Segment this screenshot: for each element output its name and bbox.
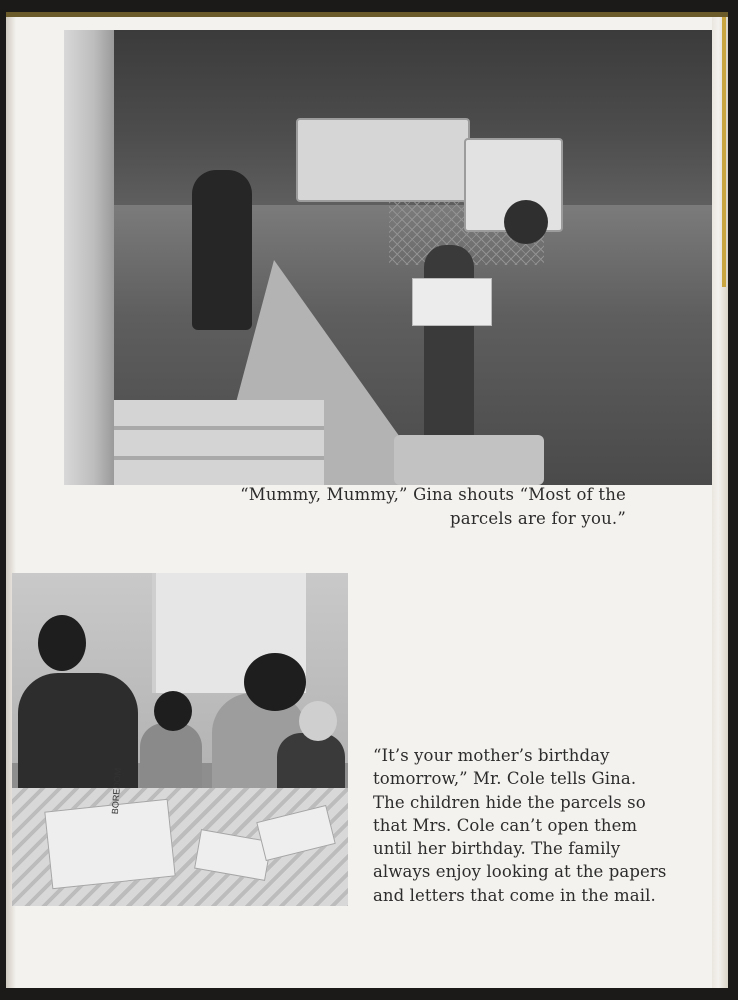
caption-line: that Mrs. Cole can’t open them (373, 815, 638, 835)
mother-head (244, 653, 306, 711)
caption-line: “It’s your mother’s birthday (373, 746, 610, 765)
man-figure (192, 170, 252, 330)
caption-line: parcels are for you.” (450, 509, 626, 528)
parcels (412, 278, 492, 326)
caption-line: and letters that come in the mail. (373, 885, 656, 905)
truck-body (296, 118, 470, 202)
truck-wheel (504, 200, 548, 244)
front-steps (114, 400, 324, 485)
caption-line: The children hide the parcels so (373, 792, 646, 812)
newspaper-headline: BOREDOM (109, 767, 124, 815)
toddler-head (154, 691, 192, 731)
caption-second (373, 744, 667, 907)
toy-cart (394, 435, 544, 485)
baby-head (299, 701, 337, 741)
cover-edge-strip (722, 17, 726, 287)
girl-figure (424, 245, 474, 440)
father-head (38, 615, 86, 671)
house-wall (64, 30, 114, 485)
caption-line: “Mummy, Mummy,” Gina shouts “Most of the (240, 485, 626, 504)
caption-line: until her birthday. The family (373, 839, 621, 859)
newspaper (44, 767, 175, 890)
photo-gina-running-with-parcels (64, 30, 712, 485)
book-page (6, 12, 728, 988)
caption-line: tomorrow,” Mr. Cole tells Gina. (373, 769, 637, 789)
caption-first (236, 483, 626, 531)
caption-line: always enjoy looking at the papers (373, 862, 667, 882)
photo-family-reading-mail (12, 573, 348, 906)
